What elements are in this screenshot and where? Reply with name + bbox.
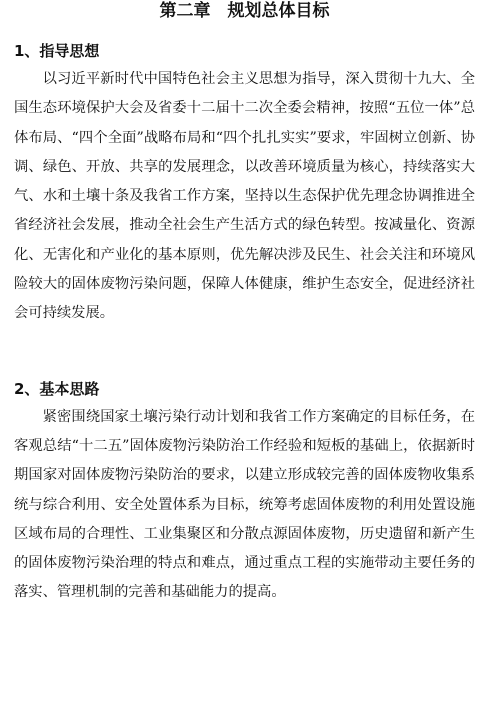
section-heading-guiding-ideology: 1、指导思想	[14, 42, 100, 60]
paragraph-basic-approach: 紧密围绕国家土壤污染行动计划和我省工作方案确定的目标任务，在客观总结“十二五”固体废物污染防治工作经验和短板的基础上，依据新时期国家对固体废物污染防治的要求，以建立形成较完善的固体废物收集系统与综合利用、安全处置体系为目标，统筹考虑固体废物的利用处置设施区域布局的合理性、工业集聚区和分散点源固体废物，历史遗留和新产生的固体废物污染治理的特点和难点，通过重点工程的实施带动主要任务的落实、管理机制的完善和基础能力的提高。	[14, 408, 475, 601]
section-guiding-ideology	[14, 41, 475, 329]
section-basic-approach	[14, 379, 475, 608]
paragraph-guiding-ideology: 以习近平新时代中国特色社会主义思想为指导，深入贯彻十九大、全国生态环境保护大会及省委十二届十二次全委会精神，按照“五位一体”总体布局、“四个全面”战略布局和“四个扎扎实实”要求，牢固树立创新、协调、绿色、开放、共享的发展理念，以改善环境质量为核心，持续落实大气、水和土壤十条及我省工作方案，坚持以生态保护优先理念协调推进全省经济社会发展，推动全社会生产生活方式的绿色转型。按减量化、资源化、无害化和产业化的基本原则，优先解决涉及民生、社会关注和环境风险较大的固体废物污染问题，保障人体健康，维护生态安全，促进经济社会可持续发展。	[14, 71, 475, 322]
chapter-title: 第二章 规划总体目标	[159, 1, 330, 21]
section-heading-basic-approach: 2、基本思路	[14, 379, 100, 398]
